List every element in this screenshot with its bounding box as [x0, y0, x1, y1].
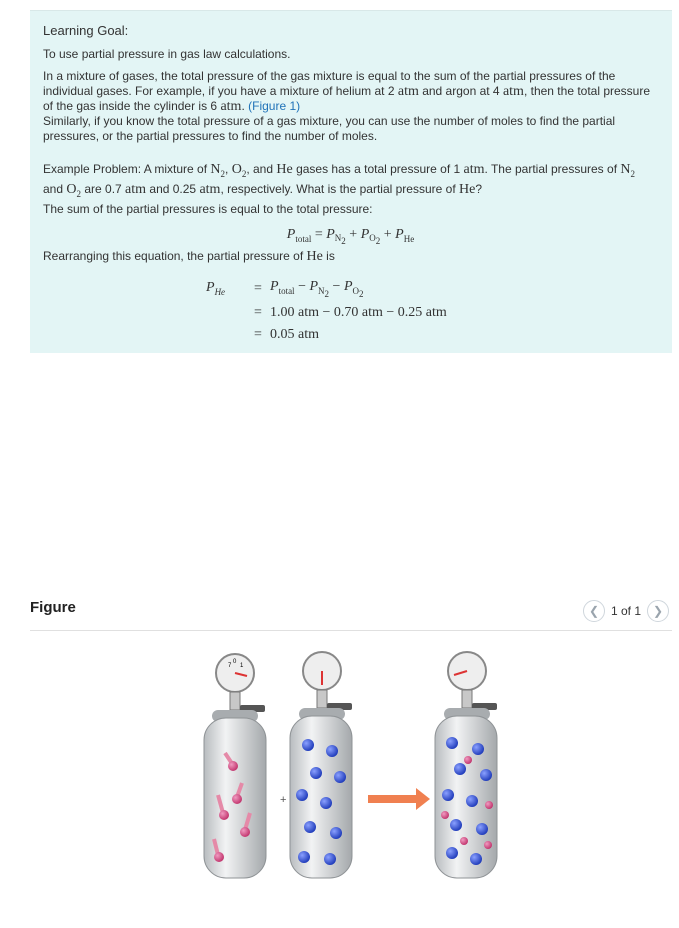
- equation-solution: [206, 279, 447, 349]
- equation-total-pressure: $P_{total} = P_{N_2} + P_{O_2} + P_{He}$: [286, 226, 415, 247]
- paragraph-sum-statement: The sum of the partial pressures is equal to the total pressure:: [43, 201, 373, 216]
- previous-figure-button[interactable]: [583, 600, 605, 622]
- equation-row: $P_{He}$ = $P_{total} - P_{N_2} - P_{O_2}$: [206, 279, 364, 299]
- equation-row: = 1.00 atm − 0.70 atm − 0.25 atm: [254, 304, 447, 320]
- plus-sign: +: [280, 794, 287, 806]
- equation-row: = 0.05 atm: [254, 326, 319, 342]
- figure-pager: [583, 600, 669, 622]
- arrow-right-icon: [368, 788, 430, 810]
- gas-cylinders-figure: [190, 645, 520, 895]
- paragraph-rearranging: Rearranging this equation, the partial pressure of He is: [43, 249, 335, 265]
- learning-goal-content: [43, 23, 658, 271]
- paragraph-total-pressure: In a mixture of gases, the total pressure of the gas mixture is equal to the sum of the partial pressures of the individual gases. For example, if you have a mixture of helium at 2 atm and argon at 4 atm, then the total pressure of the gas inside the cylinder is 6 atm. (Figure 1): [43, 69, 651, 114]
- figure-1-link[interactable]: (Figure 1): [248, 99, 301, 113]
- paragraph-similarly: Similarly, if you know the total pressure of a gas mixture, you can use the number of moles to find the partial pressures, or the partial pressures to find the number of moles.: [43, 114, 616, 143]
- svg-text:7: 7: [228, 663, 232, 669]
- figure-title: Figure: [30, 599, 76, 616]
- svg-text:1: 1: [240, 663, 244, 669]
- learning-goal-intro: To use partial pressure in gas law calculations.: [43, 47, 291, 61]
- next-figure-button[interactable]: [647, 600, 669, 622]
- helium-cylinder: [204, 654, 266, 878]
- paragraph-example-problem: Example Problem: A mixture of $N_2$, $O_2$, and He gases has a total pressure of 1 atm. The partial pressures of $N_2$ and $O_2$ are 0.7 atm and 0.25 atm, respectively. What is the partial pressure of He?: [43, 162, 635, 199]
- chevron-left-icon: ❮: [588, 604, 599, 618]
- svg-text:0: 0: [233, 659, 237, 665]
- argon-cylinder: [290, 652, 352, 878]
- page-indicator: 1 of 1: [610, 604, 641, 618]
- learning-goal-panel: [30, 10, 672, 353]
- chevron-right-icon: ❯: [652, 604, 664, 618]
- mixture-cylinder: [435, 652, 497, 878]
- learning-goal-title: Learning Goal:: [43, 23, 129, 38]
- figure-divider: [30, 630, 672, 631]
